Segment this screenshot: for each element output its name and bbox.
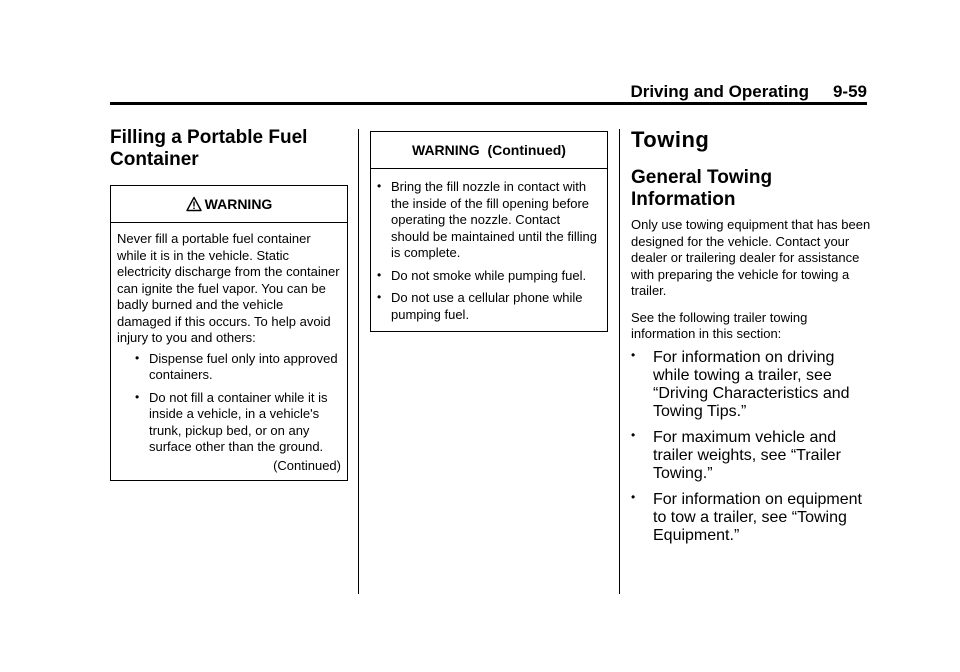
running-header: [630, 82, 867, 102]
list-item: • Bring the fill nozzle in contact with the inside of the fill opening before operating the nozzle. Contact should be maintained until the filling is complete.: [377, 179, 597, 260]
list-item: • Do not use a cellular phone while pumping fuel.: [377, 290, 583, 322]
column-2: [370, 127, 608, 332]
warning-header: [371, 132, 607, 169]
chapter-title: Driving and Operating: [630, 82, 809, 101]
warning-intro: Never fill a portable fuel container while it is in the vehicle. Static electricity discharge from the container can ignite the fuel vapor. You can be badly burned and the vehicle damaged if this occurs. To help avoid injury to you and others:: [117, 231, 340, 345]
section-title: Filling a Portable Fuel Container: [110, 127, 308, 170]
warning-label: WARNING: [204, 196, 273, 212]
warning-header: [111, 186, 347, 223]
bullet-icon: •: [377, 179, 382, 193]
warning-label: WARNING (Continued): [412, 142, 566, 158]
warning-bullet-list: [377, 179, 601, 323]
chapter-heading: Towing: [631, 127, 710, 152]
warning-body: [371, 169, 607, 331]
paragraph: Only use towing equipment that has been designed for the vehicle. Contact your dealer or trailering dealer for assistance with preparing the vehicle for towing a trailer.: [631, 217, 871, 298]
list-item: • For information on equipment to tow a trailer, see “Towing Equipment.”: [631, 489, 862, 544]
towing-info-list: [631, 349, 871, 545]
continued-label: (Continued): [273, 457, 341, 473]
bullet-icon: •: [631, 347, 636, 362]
column-divider: [619, 129, 620, 594]
paragraph: See the following trailer towing information in this section:: [631, 309, 808, 341]
bullet-icon: •: [135, 350, 140, 365]
column-divider: [358, 129, 359, 594]
column-1: [110, 127, 348, 481]
bullet-icon: •: [631, 427, 636, 442]
list-item: • For information on driving while towing a trailer, see “Driving Characteristics and Towing Tips.”: [631, 347, 850, 420]
subsection-title: General Towing Information: [631, 167, 773, 210]
page-number: 9-59: [832, 82, 867, 101]
page-header: [110, 78, 867, 105]
bullet-icon: •: [135, 389, 140, 404]
list-item: • Do not smoke while pumping fuel.: [377, 267, 587, 283]
column-3: [631, 127, 871, 553]
list-item: • Do not fill a container while it is inside a vehicle, in a vehicle's trunk, pickup bed, or on any surface other than the ground.: [135, 389, 328, 454]
list-item: • For maximum vehicle and trailer weights, see “Trailer Towing.”: [631, 427, 841, 482]
bullet-icon: •: [631, 489, 636, 504]
warning-box: [110, 185, 348, 481]
warning-body: [111, 223, 347, 480]
bullet-icon: •: [377, 290, 382, 304]
warning-box-continued: [370, 131, 608, 332]
warning-bullet-list: [117, 351, 341, 456]
bullet-icon: •: [377, 267, 382, 282]
list-item: • Dispense fuel only into approved containers.: [135, 350, 338, 382]
warning-triangle-icon: [186, 196, 202, 212]
